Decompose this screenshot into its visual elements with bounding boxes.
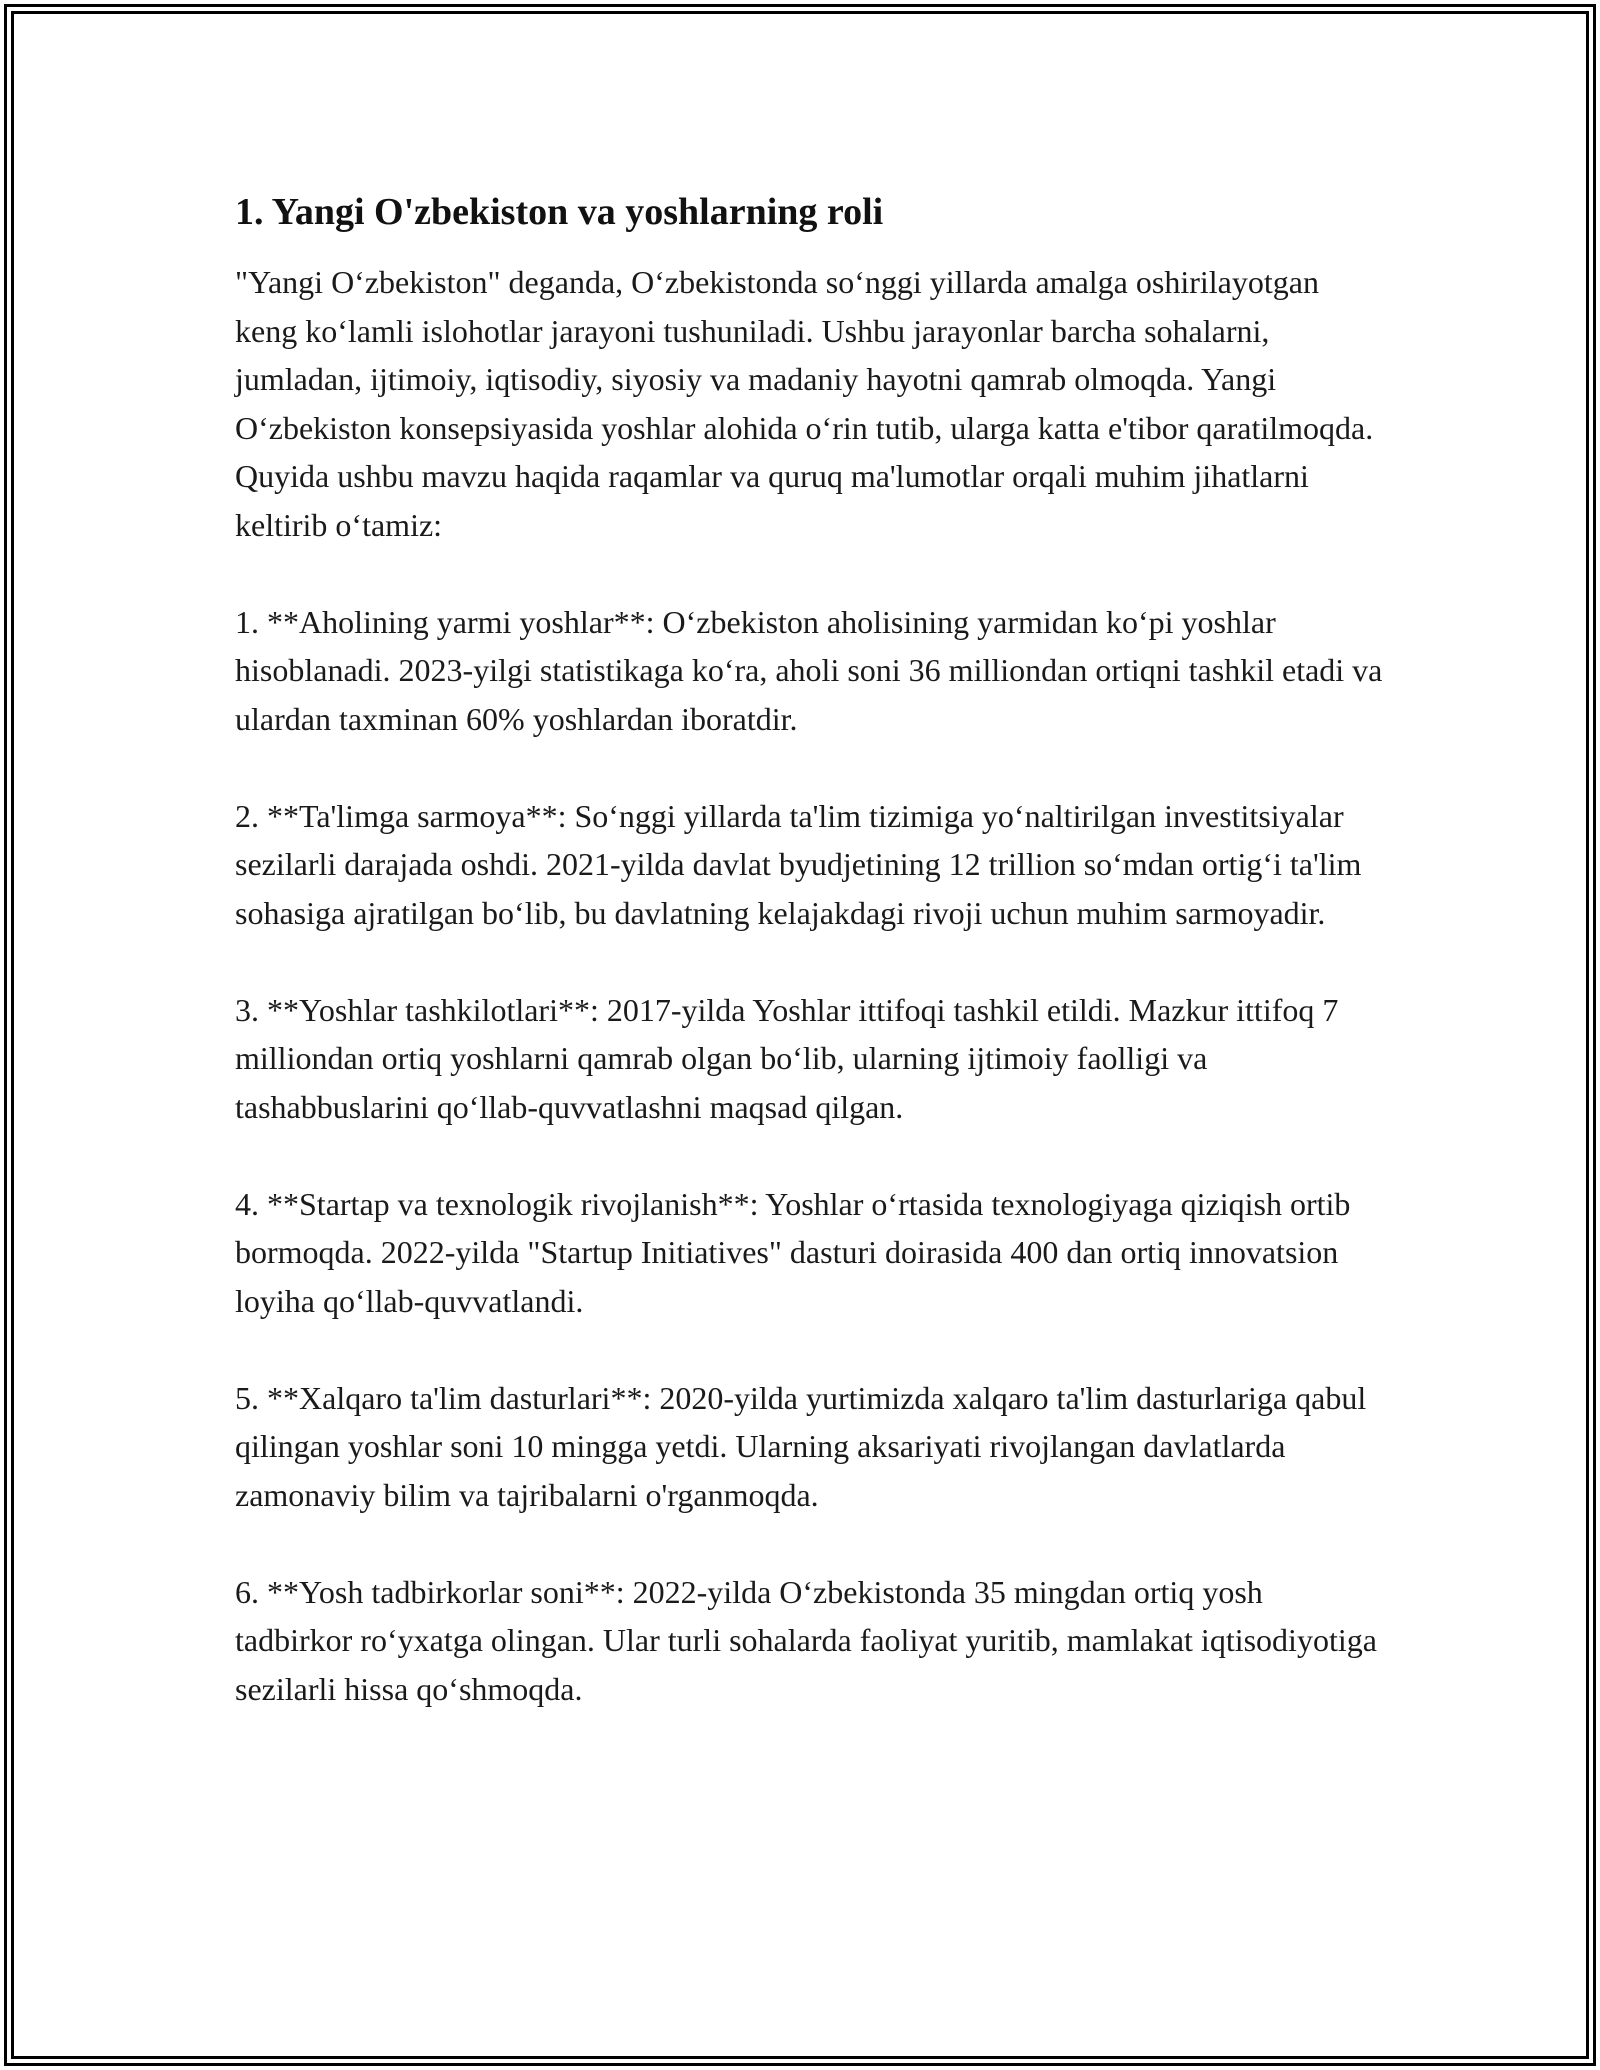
list-item-education-investment: 2. **Ta'limga sarmoya**: So‘nggi yillarda ta'lim tizimiga yo‘naltirilgan investitsiyalar sezilarli darajada oshdi. 2021-yilda davlat byudjetining 12 trillion so‘mdan ortig‘i ta'lim sohasiga ajratilgan bo‘lib, bu davlatning kelajakdagi rivoji uchun muhim sarmoyadir. [235,797,1362,931]
list-item-startups: 4. **Startap va texnologik rivojlanish**: Yoshlar o‘rtasida texnologiyaga qiziqish ortib bormoqda. 2022-yilda "Startup Initiatives" dasturi doirasida 400 dan ortiq innovatsion loyiha qo‘llab-quvvatlandi. [235,1185,1351,1319]
list-item-international-education: 5. **Xalqaro ta'lim dasturlari**: 2020-yilda yurtimizda xalqaro ta'lim dasturlariga qabul qilingan yoshlar soni 10 mingga yetdi. Ularning aksariyati rivojlangan davlatlarda zamonaviy bilim va tajribalarni o'rganmoqda. [235,1379,1367,1513]
list-item-young-entrepreneurs: 6. **Yosh tadbirkorlar soni**: 2022-yilda O‘zbekistonda 35 mingdan ortiq yosh tadbirkor ro‘yxatga olingan. Ular turli sohalarda faoliyat yuritib, mamlakat iqtisodiyotiga sezilarli hissa qo‘shmoqda. [235,1573,1377,1707]
list-item-population: 1. **Aholining yarmi yoshlar**: O‘zbekiston aholisining yarmidan ko‘pi yoshlar hisoblanadi. 2023-yilgi statistikaga ko‘ra, aholi soni 36 milliondan ortiqni tashkil etadi va ulardan taxminan 60% yoshlardan iboratdir. [235,603,1383,737]
document-heading: 1. Yangi O'zbekiston va yoshlarning roli [235,191,884,233]
list-item-youth-organizations: 3. **Yoshlar tashkilotlari**: 2017-yilda Yoshlar ittifoqi tashkil etildi. Mazkur ittifoq 7 milliondan ortiq yoshlarni qamrab olgan bo‘lib, ularning ijtimoiy faolligi va tashabbuslarini qo‘llab-quvvatlashni maqsad qilgan. [235,991,1339,1125]
document-body [235,186,1385,1762]
intro-paragraph: "Yangi O‘zbekiston" deganda, O‘zbekistonda so‘nggi yillarda amalga oshirilayotgan keng ko‘lamli islohotlar jarayoni tushuniladi. Ushbu jarayonlar barcha sohalarni, jumladan, ijtimoiy, iqtisodiy, siyosiy va madaniy hayotni qamrab olmoqda. Yangi O‘zbekiston konsepsiyasida yoshlar alohida o‘rin tutib, ularga katta e'tibor qaratilmoqda. Quyida ushbu mavzu haqida raqamlar va quruq ma'lumotlar orqali muhim jihatlarni keltirib o‘tamiz: [235,264,1374,543]
